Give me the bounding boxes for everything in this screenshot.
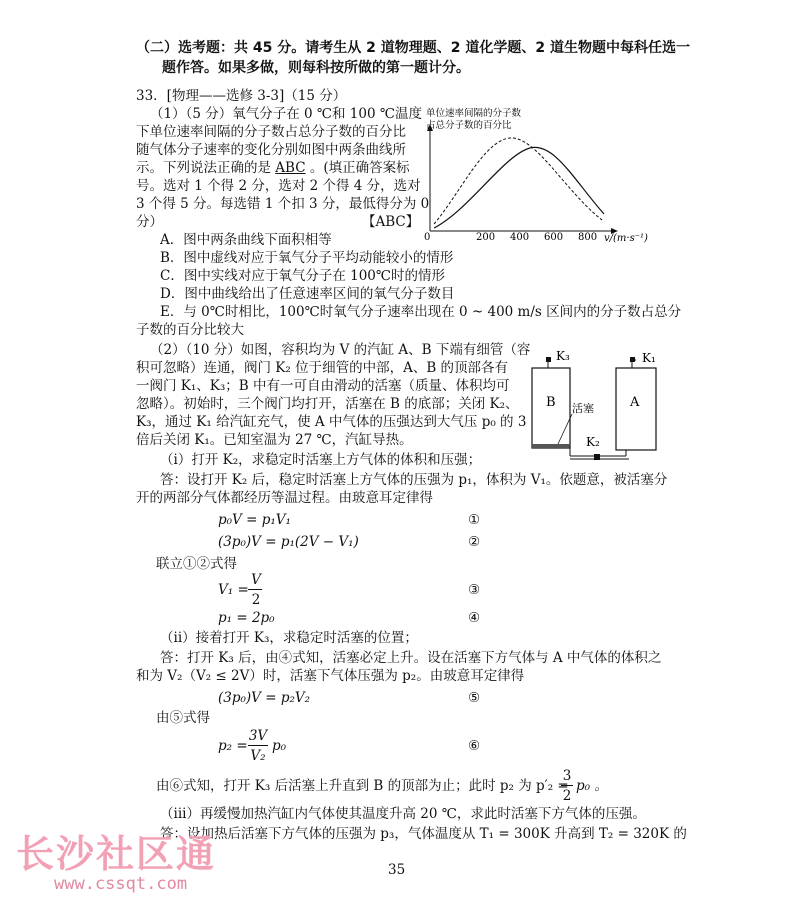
sub-ii-conclusion-post: p₀ 。 (576, 778, 608, 794)
equation-3-lhs: V₁ = (218, 582, 249, 598)
part2-line4: 忽略）。初始时，三个阀门均打开，活塞在 B 的底部；关闭 K₂、 (136, 396, 519, 412)
sub-ii-conclusion-pre: 由⑥式知，打开 K₃ 后活塞上升直到 B 的顶部为止；此时 p₂ 为 p′₂ = (156, 778, 569, 794)
section-header-line1: （二）选考题：共 45 分。请考生从 2 道物理题、2 道化学题、2 道生物题中每科任选一 (136, 40, 690, 56)
yaxis-label-line2: 占总分子数的百分比 (426, 120, 512, 131)
equation-1: p₀V = p₁V₁ (218, 512, 291, 528)
solid-curve (434, 147, 604, 228)
equation-3-numerator: V (251, 572, 261, 588)
equation-4: p₁ = 2p₀ (218, 610, 275, 626)
answer-blank: ABC (275, 160, 306, 176)
equation-3-fraction-bar (248, 589, 262, 590)
equation-6-fraction-bar (248, 745, 268, 746)
xtick-200: 200 (476, 232, 496, 243)
equation-1-number: ① (468, 512, 481, 528)
answer-tag: 【ABC】 (362, 214, 420, 230)
part1-line1: （1）（5 分）氧气分子在 0 ℃和 100 ℃温度 (150, 106, 422, 122)
equation-5-number: ⑤ (468, 690, 481, 706)
sub-i-question: （i）打开 K₂，求稳定时活塞上方气体的体积和压强； (160, 452, 482, 468)
sub-iii-question: （iii）再缓慢加热汽缸内气体使其温度升高 20 ℃，求此时活塞下方气体的压强。 (160, 806, 646, 822)
valve-k1-label: K₁ (642, 351, 656, 365)
equation-6-denominator: V₂ (250, 748, 266, 764)
speed-distribution-graph (414, 100, 664, 250)
combine-text: 联立①②式得 (156, 556, 237, 572)
sub-i-answer-line2: 开的两部分气体都经历等温过程。由玻意耳定律得 (136, 490, 433, 506)
sub-i-answer-line1: 答：设打开 K₂ 后，稳定时活塞上方气体的压强为 p₁，体积为 V₁。依题意，被活塞分 (160, 472, 668, 488)
part2-line5: K₃，通过 K₁ 给汽缸充气，使 A 中气体的压强达到大气压 p₀ 的 3 (136, 414, 527, 430)
conclusion-numerator: 3 (562, 768, 572, 784)
xtick-600: 600 (544, 232, 564, 243)
option-e-cont: 子数的百分比较大 (136, 322, 244, 338)
xaxis-label: v/(m·s⁻¹) (604, 233, 648, 244)
part1-line4: 示。下列说法正确的是 ABC 。(填正确答案标 (136, 160, 410, 176)
part1-line3: 随气体分子速率的变化分别如图中两条曲线所 (136, 142, 406, 158)
question-33-title: 33．[物理——选修 3-3]（15 分） (136, 88, 347, 104)
watermark-url: www.cssqt.com (54, 874, 188, 894)
option-b: B．图中虚线对应于氧气分子平均动能较小的情形 (160, 250, 454, 266)
part1-line6: 3 个得 5 分。每选错 1 个扣 3 分，最低得分为 0 (136, 196, 430, 212)
conclusion-denominator: 2 (562, 788, 572, 804)
sub-ii-answer-line2: 和为 V₂（V₂ ≤ 2V）时，活塞下气体压强为 p₂。由玻意耳定律得 (136, 668, 525, 684)
option-c: C．图中实线对应于氧气分子在 100℃时的情形 (160, 268, 445, 284)
option-d: D．图中曲线给出了任意速率区间的氧气分子数目 (160, 286, 455, 302)
part1-line2: 下单位速率间隔的分子数占总分子数的百分比 (136, 124, 406, 140)
equation-5: (3p₀)V = p₂V₂ (218, 690, 311, 706)
page-number: 35 (388, 862, 406, 878)
part2-line1: （2）（10 分）如图，容积均为 V 的汽缸 A、B 下端有细管（容 (150, 342, 531, 358)
sub-ii-answer-line1: 答：打开 K₃ 后，由④式知，活塞必定上升。设在活塞下方气体与 A 中气体的体积之 (160, 650, 662, 666)
equation-2-number: ② (468, 534, 481, 550)
xtick-800: 800 (578, 232, 598, 243)
cylinder-b-label: B (546, 395, 556, 410)
equation-3-denominator: 2 (251, 592, 261, 608)
piston-label: 活塞 (572, 402, 594, 415)
cylinder-a-label: A (630, 395, 640, 410)
xtick-400: 400 (510, 232, 530, 243)
valve-k2-label: K₂ (586, 435, 600, 449)
option-e: E．与 0℃时相比，100℃时氧气分子速率出现在 0 ~ 400 m/s 区间内的分子数占总分 (160, 304, 682, 320)
equation-4-number: ④ (468, 610, 481, 626)
equation-3-number: ③ (468, 582, 481, 598)
yaxis-label-line1: 单位速率间隔的分子数 (426, 108, 522, 119)
part2-line2: 积可忽略）连通，阀门 K₂ 位于细管的中部，A、B 的顶部各有 (136, 360, 509, 376)
equation-6-number: ⑥ (468, 738, 481, 754)
part2-line6: 倍后关闭 K₁。已知室温为 27 ℃，汽缸导热。 (136, 432, 413, 448)
equation-6-lhs: p₂ = (218, 738, 248, 754)
from-5-text: 由⑤式得 (156, 710, 210, 726)
sub-iii-answer-line1: 答：设加热后活塞下方气体的压强为 p₃，气体温度从 T₁ = 300K 升高到 T₂ = 320K 的 (160, 826, 687, 842)
cylinder-apparatus (526, 348, 666, 468)
option-a: A．图中两条曲线下面积相等 (160, 232, 332, 248)
part2-line3: 一阀门 K₁、K₃；B 中有一可自由滑动的活塞（质量、体积均可 (136, 378, 510, 394)
conclusion-fraction-bar (561, 785, 573, 786)
valve-k3-label: K₃ (556, 349, 570, 363)
section-header-line2: 题作答。如果多做，则每科按所做的第一题计分。 (162, 60, 470, 76)
sub-ii-question: （ii）接着打开 K₃，求稳定时活塞的位置； (160, 630, 418, 646)
equation-2: (3p₀)V = p₁(2V − V₁) (218, 534, 359, 550)
part1-line7: 分） (136, 214, 163, 230)
watermark-logo: 长沙社区通 (16, 832, 217, 876)
equation-6-numerator: 3V (248, 728, 268, 744)
part1-line5: 号。选对 1 个得 2 分，选对 2 个得 4 分，选对 (136, 178, 421, 194)
equation-6-tail: p₀ (272, 738, 287, 754)
xtick-0: 0 (424, 232, 431, 243)
